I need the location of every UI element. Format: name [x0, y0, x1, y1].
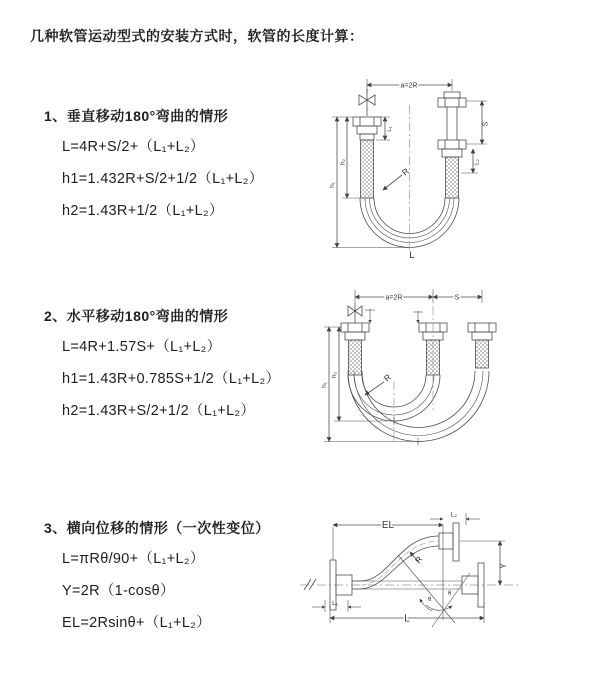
- hose-u-bend: [360, 198, 459, 248]
- page-title: 几种软管运动型式的安装方式时，软管的长度计算：: [30, 28, 364, 44]
- section2-formulas: [44, 331, 280, 427]
- left-fitting: [353, 117, 381, 198]
- diagram-lateral-displacement: [300, 505, 562, 645]
- dim-label-h2: h₂: [331, 371, 338, 379]
- valve-icon: [359, 89, 375, 116]
- dim-label-l1: L₁: [387, 126, 393, 132]
- section3-heading: 3、横向位移的情形（一次性变位）: [44, 520, 270, 536]
- dim-label-r: R: [399, 165, 411, 178]
- dim-label-h1: h₁: [329, 182, 336, 188]
- formula-line: h1=1.43R+0.785S+1/2（L₁+L₂）: [62, 371, 281, 387]
- dim-label-s: S: [482, 121, 490, 127]
- right-fitting-moved: [438, 92, 466, 140]
- right-fitting: [438, 140, 466, 198]
- section2-heading: 2、水平移动180°弯曲的情形: [44, 308, 229, 324]
- diagram-vertical-180: [315, 70, 590, 260]
- section1-formulas: [44, 131, 264, 227]
- valve-icon: [348, 303, 362, 323]
- dim-label-el: EL: [381, 520, 395, 531]
- formula-line: Y=2R（1-cosθ）: [62, 583, 175, 599]
- formula-line: h2=1.43R+S/2+1/2（L₁+L₂）: [62, 403, 256, 419]
- angle-label-theta: θ: [448, 591, 452, 597]
- section-vertical-180: [44, 106, 264, 227]
- dim-label-l: L: [409, 250, 415, 260]
- dim-label-h1: h₁: [321, 382, 328, 388]
- left-fitting: [341, 323, 369, 375]
- dim-label-y: Y: [499, 563, 508, 569]
- section-horizontal-180: [44, 306, 280, 427]
- right-flange-displaced: [439, 523, 459, 561]
- formula-line: L=4R+S/2+（L₁+L₂）: [62, 139, 205, 155]
- dim-label-h2: h₂: [339, 158, 347, 166]
- centerline-break-mark: [304, 579, 316, 590]
- section3-formulas: [44, 543, 270, 639]
- dim-label-a2r: a=2R: [400, 82, 418, 90]
- formula-line: h2=1.43R+1/2（L₁+L₂）: [62, 203, 224, 219]
- formula-line: h1=1.432R+S/2+1/2（L₁+L₂）: [62, 171, 264, 187]
- dim-label-a2r: a=2R: [385, 294, 403, 302]
- dim-label-l: L: [404, 613, 410, 625]
- formula-line: L=4R+1.57S+（L₁+L₂）: [62, 339, 222, 355]
- diagram-horizontal-180: [313, 283, 590, 448]
- right-fitting-moved: [468, 323, 496, 368]
- section-lateral-displacement: [44, 518, 270, 639]
- dim-label-s: S: [454, 294, 460, 302]
- dim-label-r: R: [412, 554, 425, 566]
- dim-label-l2: L₂: [450, 511, 458, 519]
- angle-label-theta: θ: [428, 597, 432, 603]
- dim-label-l1: L₁: [332, 600, 338, 607]
- formula-line: EL=2Rsinθ+（L₁+L₂）: [62, 615, 212, 631]
- dim-label-l2: L₂: [474, 159, 481, 165]
- section1-heading: 1、垂直移动180°弯曲的情形: [44, 108, 229, 124]
- formula-line: L=πRθ/90+（L₁+L₂）: [62, 551, 205, 567]
- dim-label-r: R: [381, 371, 393, 384]
